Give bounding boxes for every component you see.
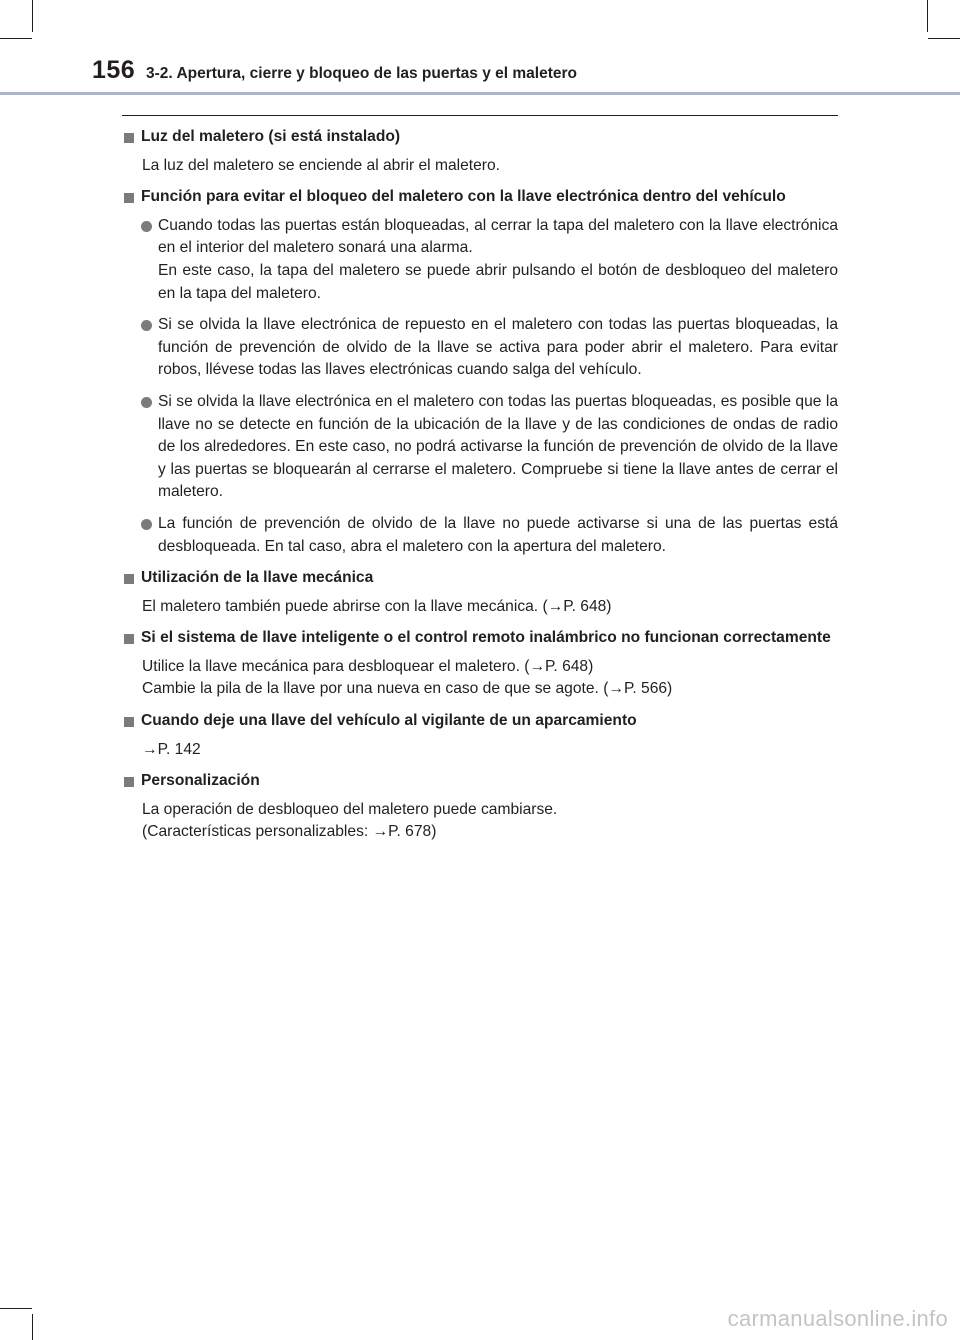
paragraph: La función de prevención de olvido de la llave no puede activarse si una de las puertas está desbloqueada. En tal caso, abra el maletero con la apertura del maletero. <box>158 514 838 555</box>
paragraph: (Características personalizables: →P. 678) <box>142 823 437 841</box>
paragraph: La luz del maletero se enciende al abrir el maletero. <box>142 156 500 174</box>
circle-bullet-icon <box>141 519 152 530</box>
section-heading: Cuando deje una llave del vehículo al vigilante de un aparcamiento <box>124 710 838 733</box>
section-body <box>124 155 838 178</box>
watermark: carmanualsonline.info <box>727 1306 948 1331</box>
section-body <box>124 799 838 844</box>
section-heading: Personalización <box>124 770 838 793</box>
circle-bullet-icon <box>141 221 152 232</box>
circle-bullet-icon <box>141 397 152 408</box>
paragraph: Utilice la llave mecánica para desbloquear el maletero. (→P. 648) <box>142 657 594 675</box>
crop-mark <box>0 38 32 39</box>
bullet-item <box>124 314 838 382</box>
section-smart-key-malfunction <box>124 627 838 701</box>
crop-mark <box>927 0 928 32</box>
section-body <box>124 656 838 701</box>
section-body <box>124 739 838 762</box>
square-bullet-icon <box>124 634 134 644</box>
bullet-item <box>124 215 838 305</box>
section-mechanical-key <box>124 567 838 618</box>
section-body <box>124 596 838 619</box>
paragraph: Si se olvida la llave electrónica en el maletero con todas las puertas bloqueadas, es posible que la llave no se detecte en función de la ubicación de la llave y de las condiciones de ondas de radio de los alrededores. En este caso, no podrá activarse la función de prevención de olvido de la llave y las puertas se bloquearán al cerrarse el maletero. Compruebe si tiene la llave antes de cerrar el maletero. <box>158 392 838 501</box>
page-reference: →P. 142 <box>142 740 201 758</box>
crop-mark <box>0 1308 32 1309</box>
section-heading: Utilización de la llave mecánica <box>124 567 838 590</box>
content-rule <box>122 115 838 116</box>
chapter-title: 3-2. Apertura, cierre y bloqueo de las puertas y el maletero <box>146 65 578 82</box>
page-number: 156 <box>92 56 136 84</box>
square-bullet-icon <box>124 777 134 787</box>
crop-mark <box>32 0 33 32</box>
bullet-item <box>124 513 838 558</box>
circle-bullet-icon <box>141 320 152 331</box>
paragraph: Cambie la pila de la llave por una nueva en caso de que se agote. (→P. 566) <box>142 680 673 698</box>
section-key-lockout-prevention <box>124 186 838 558</box>
square-bullet-icon <box>124 574 134 584</box>
paragraph: Si se olvida la llave electrónica de repuesto en el maletero con todas las puertas bloqueadas, la función de prevención de olvido de la llave se activa para poder abrir el maletero. Para evitar robos, llévese todas las llaves electrónicas cuando salga del vehículo. <box>158 316 838 379</box>
bullet-item <box>124 391 838 504</box>
square-bullet-icon <box>124 193 134 203</box>
section-heading: Luz del maletero (si está instalado) <box>124 126 838 149</box>
paragraph: En este caso, la tapa del maletero se puede abrir pulsando el botón de desbloqueo del maletero en la tapa del maletero. <box>158 261 838 302</box>
paragraph: Cuando todas las puertas están bloqueadas, al cerrar la tapa del maletero con la llave electrónica en el interior del maletero sonará una alarma. <box>158 216 838 257</box>
paragraph: El maletero también puede abrirse con la llave mecánica. (→P. 648) <box>142 597 612 615</box>
crop-mark <box>32 1314 33 1340</box>
section-valet-parking <box>124 710 838 761</box>
section-customization <box>124 770 838 844</box>
section-heading: Función para evitar el bloqueo del maletero con la llave electrónica dentro del vehículo <box>124 186 838 209</box>
header-rule <box>0 92 960 95</box>
paragraph: La operación de desbloqueo del maletero puede cambiarse. <box>142 800 558 818</box>
page-content <box>124 126 838 853</box>
crop-mark <box>928 38 960 39</box>
section-heading: Si el sistema de llave inteligente o el control remoto inalámbrico no funcionan correctamente <box>124 627 838 650</box>
square-bullet-icon <box>124 717 134 727</box>
section-trunk-light <box>124 126 838 177</box>
square-bullet-icon <box>124 133 134 143</box>
